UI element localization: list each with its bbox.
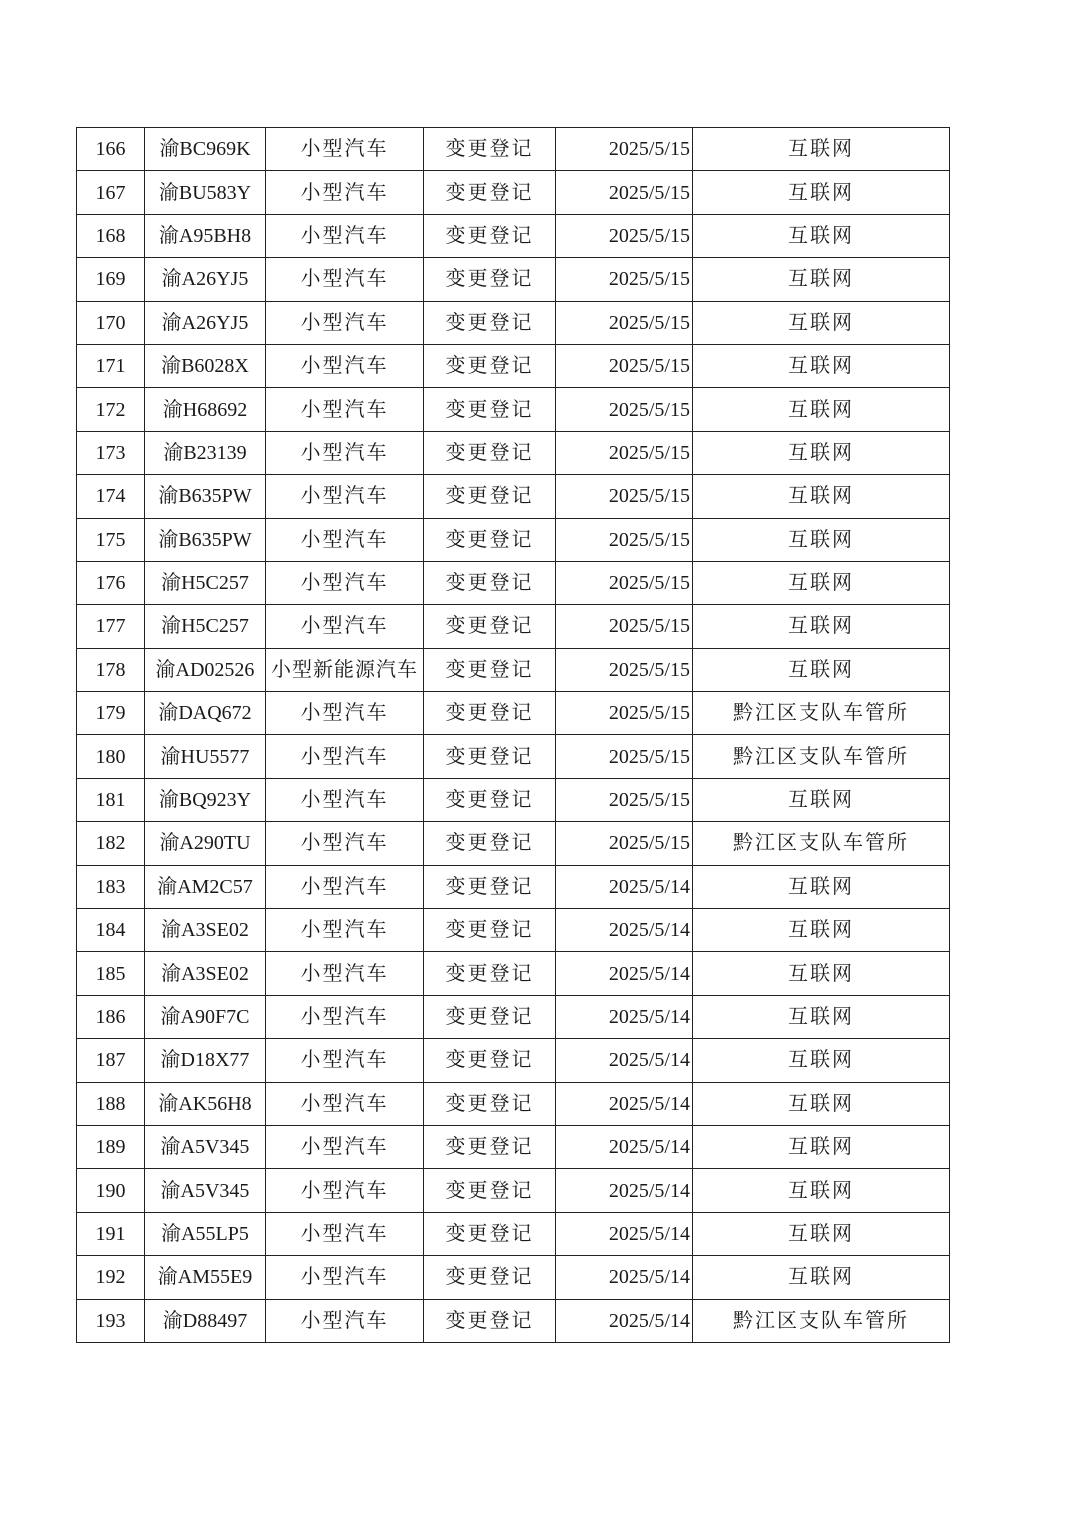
plate-number-cell: 渝BU583Y: [145, 171, 266, 214]
plate-number-cell: 渝A26YJ5: [145, 258, 266, 301]
plate-number-cell: 渝HU5577: [145, 735, 266, 778]
business-type-cell: 变更登记: [424, 518, 556, 561]
business-date-cell: 2025/5/14: [556, 865, 693, 908]
table-row: [77, 648, 950, 691]
plate-number-cell: 渝AK56H8: [145, 1082, 266, 1125]
table-row: [77, 778, 950, 821]
row-number-cell: 174: [77, 475, 145, 518]
business-type-cell: 变更登记: [424, 1212, 556, 1255]
plate-number-cell: 渝A26YJ5: [145, 301, 266, 344]
business-type-cell: 变更登记: [424, 388, 556, 431]
business-type-cell: 变更登记: [424, 648, 556, 691]
handling-office-cell: 互联网: [693, 1082, 950, 1125]
business-type-cell: 变更登记: [424, 1125, 556, 1168]
business-type-cell: 变更登记: [424, 605, 556, 648]
business-date-cell: 2025/5/14: [556, 1082, 693, 1125]
row-number-cell: 182: [77, 822, 145, 865]
table-row: [77, 909, 950, 952]
plate-number-cell: 渝A90F7C: [145, 995, 266, 1038]
plate-number-cell: 渝A5V345: [145, 1169, 266, 1212]
row-number-cell: 193: [77, 1299, 145, 1342]
table-row: [77, 1299, 950, 1342]
business-type-cell: 变更登记: [424, 475, 556, 518]
business-date-cell: 2025/5/15: [556, 171, 693, 214]
plate-number-cell: 渝BC969K: [145, 128, 266, 171]
table-row: [77, 171, 950, 214]
business-date-cell: 2025/5/15: [556, 822, 693, 865]
table-row: [77, 692, 950, 735]
row-number-cell: 184: [77, 909, 145, 952]
table-row: [77, 214, 950, 257]
business-date-cell: 2025/5/14: [556, 1169, 693, 1212]
handling-office-cell: 互联网: [693, 344, 950, 387]
row-number-cell: 171: [77, 344, 145, 387]
table-row: [77, 865, 950, 908]
vehicle-type-cell: 小型汽车: [266, 995, 424, 1038]
plate-number-cell: 渝B635PW: [145, 475, 266, 518]
business-date-cell: 2025/5/15: [556, 605, 693, 648]
vehicle-type-cell: 小型汽车: [266, 301, 424, 344]
vehicle-type-cell: 小型汽车: [266, 1299, 424, 1342]
row-number-cell: 185: [77, 952, 145, 995]
handling-office-cell: 互联网: [693, 778, 950, 821]
table-row: [77, 995, 950, 1038]
business-date-cell: 2025/5/14: [556, 952, 693, 995]
plate-number-cell: 渝A55LP5: [145, 1212, 266, 1255]
business-type-cell: 变更登记: [424, 1256, 556, 1299]
business-date-cell: 2025/5/15: [556, 258, 693, 301]
row-number-cell: 179: [77, 692, 145, 735]
table-row: [77, 605, 950, 648]
vehicle-type-cell: 小型汽车: [266, 1212, 424, 1255]
table-row: [77, 475, 950, 518]
vehicle-type-cell: 小型汽车: [266, 692, 424, 735]
row-number-cell: 181: [77, 778, 145, 821]
business-type-cell: 变更登记: [424, 1039, 556, 1082]
row-number-cell: 166: [77, 128, 145, 171]
business-type-cell: 变更登记: [424, 301, 556, 344]
handling-office-cell: 互联网: [693, 648, 950, 691]
handling-office-cell: 互联网: [693, 865, 950, 908]
row-number-cell: 169: [77, 258, 145, 301]
row-number-cell: 183: [77, 865, 145, 908]
business-type-cell: 变更登记: [424, 735, 556, 778]
business-type-cell: 变更登记: [424, 171, 556, 214]
table-row: [77, 301, 950, 344]
business-date-cell: 2025/5/15: [556, 431, 693, 474]
business-type-cell: 变更登记: [424, 1082, 556, 1125]
vehicle-type-cell: 小型汽车: [266, 1039, 424, 1082]
vehicle-type-cell: 小型汽车: [266, 605, 424, 648]
business-type-cell: 变更登记: [424, 865, 556, 908]
row-number-cell: 180: [77, 735, 145, 778]
business-date-cell: 2025/5/14: [556, 1039, 693, 1082]
row-number-cell: 176: [77, 561, 145, 604]
vehicle-type-cell: 小型汽车: [266, 258, 424, 301]
vehicle-type-cell: 小型汽车: [266, 778, 424, 821]
plate-number-cell: 渝A95BH8: [145, 214, 266, 257]
table-row: [77, 1256, 950, 1299]
vehicle-type-cell: 小型汽车: [266, 952, 424, 995]
vehicle-type-cell: 小型汽车: [266, 1169, 424, 1212]
row-number-cell: 168: [77, 214, 145, 257]
handling-office-cell: 互联网: [693, 1125, 950, 1168]
handling-office-cell: 黔江区支队车管所: [693, 692, 950, 735]
table-row: [77, 1039, 950, 1082]
table-row: [77, 561, 950, 604]
vehicle-type-cell: 小型汽车: [266, 822, 424, 865]
handling-office-cell: 互联网: [693, 1169, 950, 1212]
business-type-cell: 变更登记: [424, 561, 556, 604]
business-type-cell: 变更登记: [424, 344, 556, 387]
row-number-cell: 173: [77, 431, 145, 474]
business-date-cell: 2025/5/15: [556, 692, 693, 735]
row-number-cell: 178: [77, 648, 145, 691]
vehicle-type-cell: 小型汽车: [266, 1125, 424, 1168]
handling-office-cell: 互联网: [693, 1256, 950, 1299]
vehicle-registration-table: [76, 127, 950, 1343]
table-row: [77, 822, 950, 865]
business-date-cell: 2025/5/14: [556, 1212, 693, 1255]
business-date-cell: 2025/5/15: [556, 778, 693, 821]
business-type-cell: 变更登记: [424, 258, 556, 301]
row-number-cell: 170: [77, 301, 145, 344]
handling-office-cell: 互联网: [693, 388, 950, 431]
plate-number-cell: 渝AM2C57: [145, 865, 266, 908]
business-type-cell: 变更登记: [424, 952, 556, 995]
vehicle-type-cell: 小型汽车: [266, 171, 424, 214]
table-row: [77, 1169, 950, 1212]
table-row: [77, 1212, 950, 1255]
plate-number-cell: 渝H5C257: [145, 561, 266, 604]
table-row: [77, 344, 950, 387]
table-row: [77, 735, 950, 778]
business-date-cell: 2025/5/14: [556, 1256, 693, 1299]
plate-number-cell: 渝A3SE02: [145, 952, 266, 995]
business-type-cell: 变更登记: [424, 431, 556, 474]
business-type-cell: 变更登记: [424, 909, 556, 952]
business-date-cell: 2025/5/15: [556, 475, 693, 518]
row-number-cell: 186: [77, 995, 145, 1038]
row-number-cell: 175: [77, 518, 145, 561]
business-type-cell: 变更登记: [424, 1299, 556, 1342]
business-date-cell: 2025/5/14: [556, 995, 693, 1038]
plate-number-cell: 渝A5V345: [145, 1125, 266, 1168]
handling-office-cell: 互联网: [693, 258, 950, 301]
business-date-cell: 2025/5/14: [556, 909, 693, 952]
business-date-cell: 2025/5/15: [556, 735, 693, 778]
handling-office-cell: 黔江区支队车管所: [693, 822, 950, 865]
vehicle-type-cell: 小型汽车: [266, 128, 424, 171]
handling-office-cell: 互联网: [693, 1039, 950, 1082]
plate-number-cell: 渝AM55E9: [145, 1256, 266, 1299]
business-type-cell: 变更登记: [424, 995, 556, 1038]
business-date-cell: 2025/5/15: [556, 648, 693, 691]
plate-number-cell: 渝BQ923Y: [145, 778, 266, 821]
vehicle-type-cell: 小型汽车: [266, 735, 424, 778]
handling-office-cell: 互联网: [693, 214, 950, 257]
row-number-cell: 188: [77, 1082, 145, 1125]
business-date-cell: 2025/5/15: [556, 344, 693, 387]
handling-office-cell: 互联网: [693, 301, 950, 344]
vehicle-type-cell: 小型汽车: [266, 909, 424, 952]
plate-number-cell: 渝A290TU: [145, 822, 266, 865]
handling-office-cell: 互联网: [693, 995, 950, 1038]
vehicle-type-cell: 小型汽车: [266, 518, 424, 561]
business-type-cell: 变更登记: [424, 692, 556, 735]
business-type-cell: 变更登记: [424, 778, 556, 821]
vehicle-type-cell: 小型新能源汽车: [266, 648, 424, 691]
handling-office-cell: 互联网: [693, 1212, 950, 1255]
vehicle-type-cell: 小型汽车: [266, 344, 424, 387]
row-number-cell: 189: [77, 1125, 145, 1168]
vehicle-type-cell: 小型汽车: [266, 475, 424, 518]
table-row: [77, 518, 950, 561]
row-number-cell: 192: [77, 1256, 145, 1299]
vehicle-type-cell: 小型汽车: [266, 561, 424, 604]
plate-number-cell: 渝H68692: [145, 388, 266, 431]
business-date-cell: 2025/5/14: [556, 1299, 693, 1342]
table-body: [77, 128, 950, 1343]
vehicle-type-cell: 小型汽车: [266, 388, 424, 431]
plate-number-cell: 渝DAQ672: [145, 692, 266, 735]
plate-number-cell: 渝D18X77: [145, 1039, 266, 1082]
business-type-cell: 变更登记: [424, 1169, 556, 1212]
table-row: [77, 1082, 950, 1125]
vehicle-type-cell: 小型汽车: [266, 214, 424, 257]
business-date-cell: 2025/5/15: [556, 128, 693, 171]
handling-office-cell: 互联网: [693, 128, 950, 171]
plate-number-cell: 渝B635PW: [145, 518, 266, 561]
plate-number-cell: 渝AD02526: [145, 648, 266, 691]
handling-office-cell: 互联网: [693, 518, 950, 561]
vehicle-type-cell: 小型汽车: [266, 1082, 424, 1125]
handling-office-cell: 黔江区支队车管所: [693, 735, 950, 778]
handling-office-cell: 互联网: [693, 431, 950, 474]
row-number-cell: 167: [77, 171, 145, 214]
table-row: [77, 128, 950, 171]
handling-office-cell: 黔江区支队车管所: [693, 1299, 950, 1342]
row-number-cell: 187: [77, 1039, 145, 1082]
business-date-cell: 2025/5/15: [556, 518, 693, 561]
vehicle-type-cell: 小型汽车: [266, 1256, 424, 1299]
handling-office-cell: 互联网: [693, 605, 950, 648]
handling-office-cell: 互联网: [693, 475, 950, 518]
plate-number-cell: 渝A3SE02: [145, 909, 266, 952]
table-row: [77, 431, 950, 474]
plate-number-cell: 渝H5C257: [145, 605, 266, 648]
business-date-cell: 2025/5/15: [556, 214, 693, 257]
plate-number-cell: 渝D88497: [145, 1299, 266, 1342]
row-number-cell: 177: [77, 605, 145, 648]
plate-number-cell: 渝B23139: [145, 431, 266, 474]
business-type-cell: 变更登记: [424, 214, 556, 257]
business-date-cell: 2025/5/14: [556, 1125, 693, 1168]
handling-office-cell: 互联网: [693, 171, 950, 214]
table-row: [77, 1125, 950, 1168]
plate-number-cell: 渝B6028X: [145, 344, 266, 387]
row-number-cell: 191: [77, 1212, 145, 1255]
business-type-cell: 变更登记: [424, 822, 556, 865]
handling-office-cell: 互联网: [693, 952, 950, 995]
row-number-cell: 172: [77, 388, 145, 431]
vehicle-type-cell: 小型汽车: [266, 431, 424, 474]
business-date-cell: 2025/5/15: [556, 561, 693, 604]
vehicle-type-cell: 小型汽车: [266, 865, 424, 908]
business-type-cell: 变更登记: [424, 128, 556, 171]
table-row: [77, 952, 950, 995]
business-date-cell: 2025/5/15: [556, 388, 693, 431]
table-row: [77, 258, 950, 301]
table-row: [77, 388, 950, 431]
business-date-cell: 2025/5/15: [556, 301, 693, 344]
handling-office-cell: 互联网: [693, 909, 950, 952]
row-number-cell: 190: [77, 1169, 145, 1212]
handling-office-cell: 互联网: [693, 561, 950, 604]
